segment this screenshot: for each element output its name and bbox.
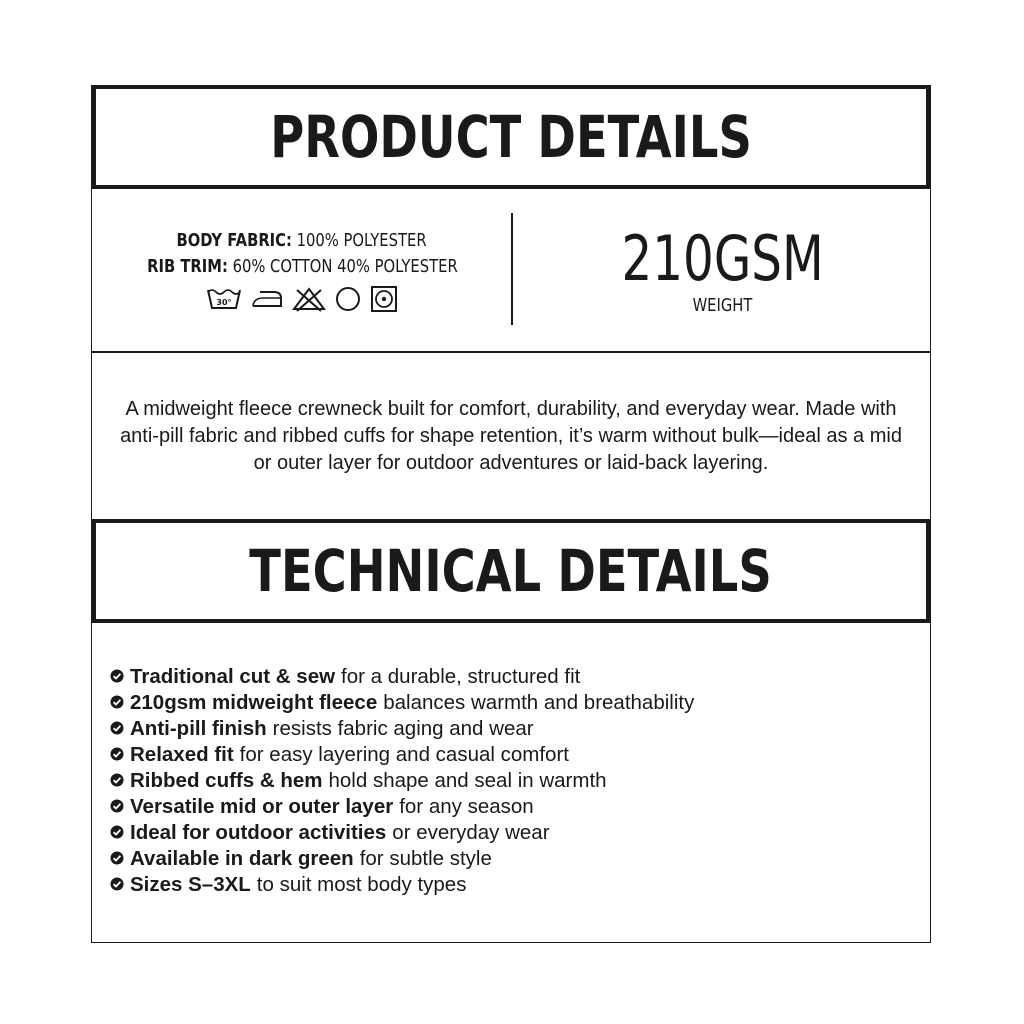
feature-item: [110, 742, 694, 768]
feature-highlight: Available in dark green: [130, 847, 354, 870]
feature-highlight: Ribbed cuffs & hem: [130, 769, 323, 792]
feature-item: [110, 820, 694, 846]
check-circle-icon: [110, 768, 124, 794]
tumble-dry-icon: [370, 286, 398, 312]
product-details-header: [92, 85, 930, 189]
check-circle-icon: [110, 690, 124, 716]
feature-highlight: 210gsm midweight fleece: [130, 691, 378, 714]
feature-text: to suit most body types: [256, 873, 467, 896]
no-bleach-icon: [292, 286, 326, 312]
product-description: A midweight fleece crewneck built for comfort, durability, and everyday wear. Made with anti-pill fabric and ribbed cuffs for shape retention, it’s warm without bulk—ideal as a mid or outer layer for outdoor adventures or laid-back layering.: [120, 397, 902, 474]
feature-text: hold shape and seal in warmth: [328, 769, 607, 792]
check-circle-icon: [110, 664, 124, 690]
feature-text: resists fabric aging and wear: [272, 717, 534, 740]
wash-temp-label: 30°: [216, 298, 232, 307]
technical-details-title: TECHNICAL DETAILS: [249, 537, 773, 605]
check-circle-icon: [110, 742, 124, 768]
feature-text: for easy layering and casual comfort: [239, 743, 569, 766]
feature-highlight: Anti-pill finish: [130, 717, 267, 740]
rib-trim-line: [147, 254, 458, 280]
care-icons: [206, 286, 398, 312]
weight-block: [513, 189, 932, 351]
feature-text: for a durable, structured fit: [341, 665, 581, 688]
iron-icon: [250, 286, 284, 312]
check-circle-icon: [110, 716, 124, 742]
weight-value: 210GSM: [621, 221, 824, 295]
feature-item: [110, 872, 694, 898]
feature-highlight: Ideal for outdoor activities: [130, 821, 387, 844]
feature-item: [110, 768, 694, 794]
body-fabric-value: 100% POLYESTER: [297, 230, 428, 251]
body-fabric-label: BODY FABRIC:: [176, 230, 293, 251]
rib-trim-label: RIB TRIM:: [146, 256, 228, 277]
fabric-composition: [92, 189, 512, 351]
product-details-title: PRODUCT DETAILS: [270, 103, 752, 171]
check-circle-icon: [110, 846, 124, 872]
feature-highlight: Versatile mid or outer layer: [130, 795, 394, 818]
feature-item: [110, 846, 694, 872]
feature-highlight: Sizes S–3XL: [130, 873, 251, 896]
technical-details-header: [92, 519, 930, 623]
rib-trim-value: 60% COTTON 40% POLYESTER: [232, 256, 458, 277]
check-circle-icon: [110, 794, 124, 820]
feature-list: [110, 664, 694, 898]
specs-row: [92, 189, 930, 353]
product-details-card: [91, 85, 931, 943]
weight-label: WEIGHT: [692, 294, 753, 316]
dry-clean-icon: [334, 286, 362, 312]
feature-highlight: Traditional cut & sew: [130, 665, 336, 688]
feature-item: [110, 664, 694, 690]
check-circle-icon: [110, 820, 124, 846]
feature-item: [110, 716, 694, 742]
feature-text: or everyday wear: [392, 821, 550, 844]
body-fabric-line: [177, 228, 427, 254]
description-block: [92, 353, 930, 519]
check-circle-icon: [110, 872, 124, 898]
feature-text: for subtle style: [359, 847, 492, 870]
feature-item: [110, 794, 694, 820]
wash-30-icon: [206, 286, 242, 312]
feature-text: for any season: [399, 795, 534, 818]
feature-text: balances warmth and breathability: [383, 691, 695, 714]
feature-item: [110, 690, 694, 716]
feature-highlight: Relaxed fit: [130, 743, 234, 766]
